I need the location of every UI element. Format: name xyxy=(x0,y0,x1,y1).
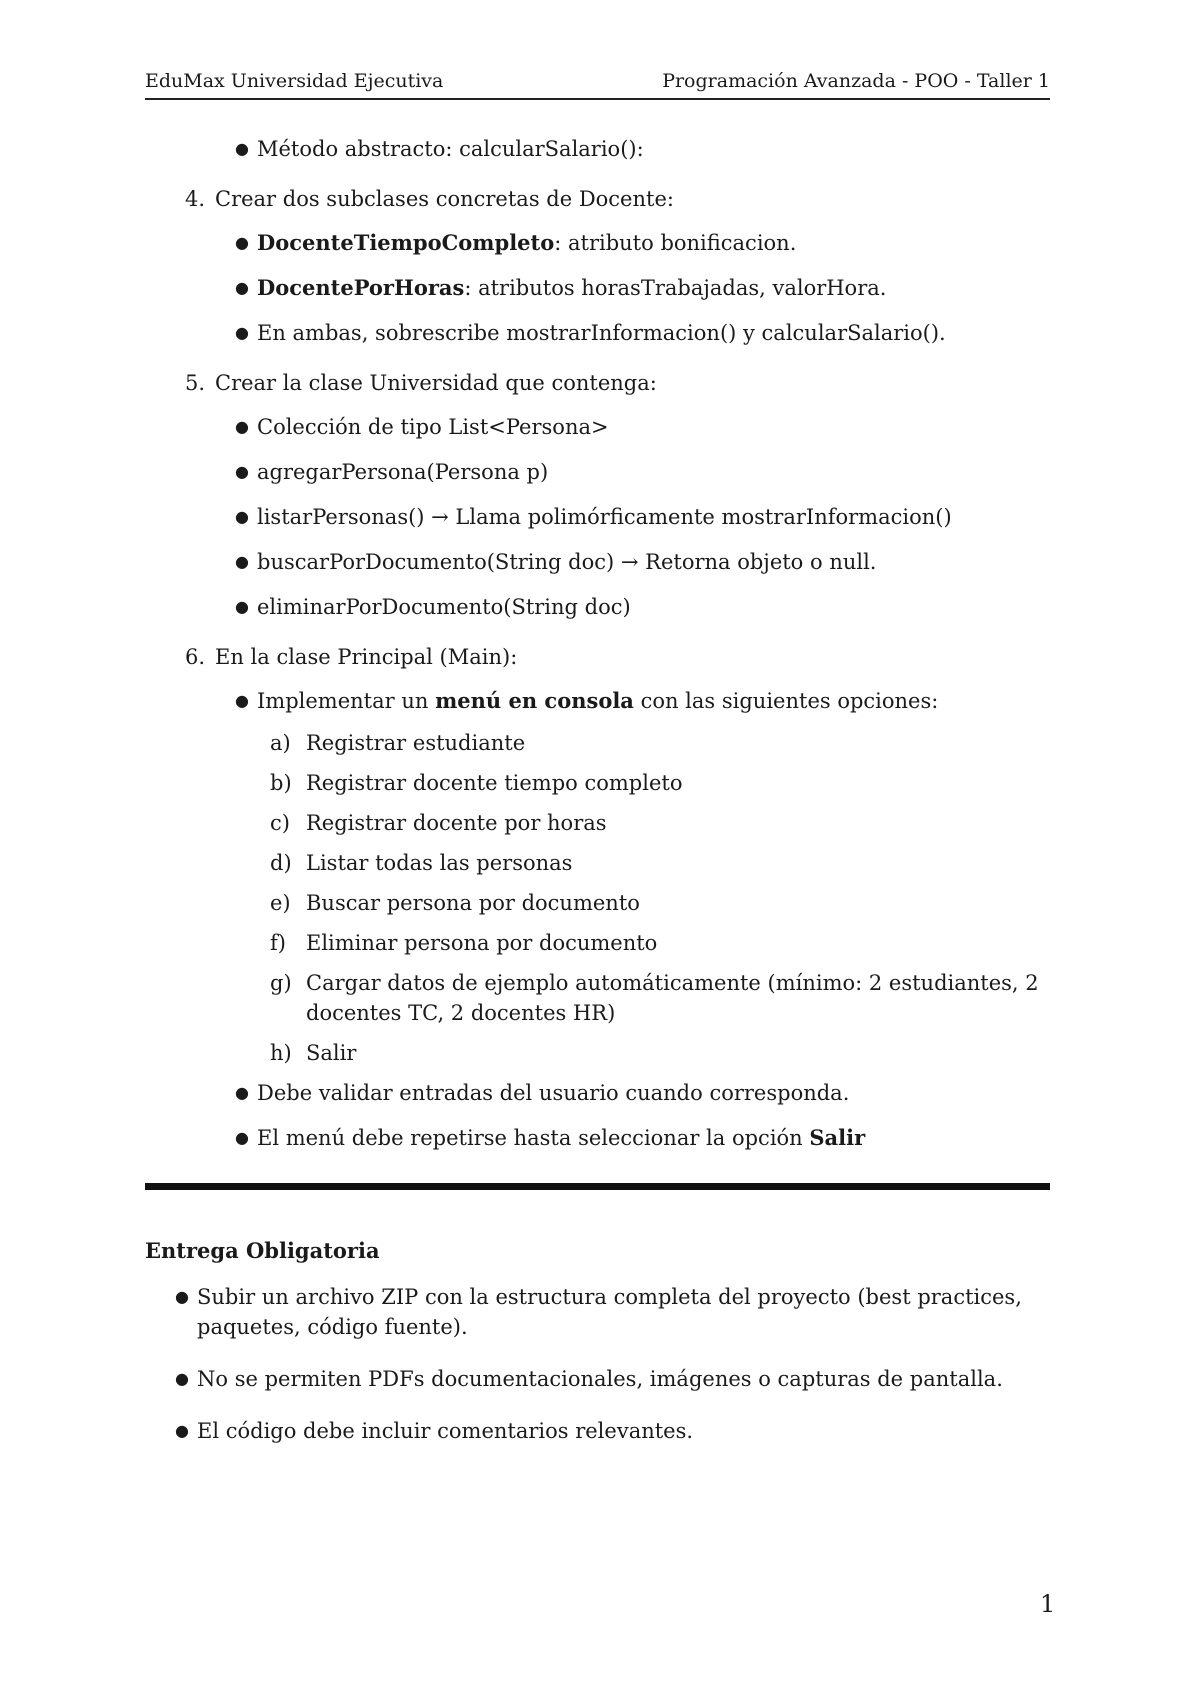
page-header xyxy=(145,70,1050,100)
header-left: EduMax Universidad Ejecutiva xyxy=(145,70,444,92)
header-right: Programación Avanzada - POO - Taller 1 xyxy=(662,70,1050,92)
document-page xyxy=(145,70,1050,1468)
bullet-icon: ● xyxy=(175,1369,189,1388)
list-item: ● El menú debe repetirse hasta seleccionar la opción Salir xyxy=(235,1123,1050,1153)
list-item: ● buscarPorDocumento(String doc) → Retorna objeto o null. xyxy=(235,547,1050,577)
list-item: ● listarPersonas() → Llama polimórficamente mostrarInformacion() xyxy=(235,502,1050,532)
menu-option: g) Cargar datos de ejemplo automáticamente (mínimo: 2 estudiantes, 2 docentes TC, 2 docentes HR) xyxy=(270,971,1039,1025)
menu-option: h) Salir xyxy=(270,1041,357,1065)
list-item: ● Debe validar entradas del usuario cuando corresponda. xyxy=(235,1078,1050,1108)
deliverables-title: Entrega Obligatoria xyxy=(145,1238,380,1263)
bullet-icon: ● xyxy=(235,462,249,481)
list-item: ● Colección de tipo List<Persona> xyxy=(235,412,1050,442)
document-content xyxy=(145,134,1050,1446)
bullet-icon: ● xyxy=(235,139,249,158)
section-divider xyxy=(145,1183,1050,1190)
section-6-heading: 6. En la clase Principal (Main): xyxy=(185,645,518,669)
menu-option: d) Listar todas las personas xyxy=(270,851,573,875)
list-item: ● El código debe incluir comentarios relevantes. xyxy=(175,1416,1050,1446)
bullet-icon: ● xyxy=(235,1083,249,1102)
bullet-icon: ● xyxy=(235,323,249,342)
menu-option: e) Buscar persona por documento xyxy=(270,891,640,915)
bullet-icon: ● xyxy=(235,507,249,526)
page-number: 1 xyxy=(1040,1590,1056,1618)
bullet-icon: ● xyxy=(235,278,249,297)
menu-option: b) Registrar docente tiempo completo xyxy=(270,771,683,795)
list-item: ● agregarPersona(Persona p) xyxy=(235,457,1050,487)
menu-option: c) Registrar docente por horas xyxy=(270,811,607,835)
bullet-icon: ● xyxy=(235,691,249,710)
list-item: ● No se permiten PDFs documentacionales, imágenes o capturas de pantalla. xyxy=(175,1364,1050,1394)
section-5-heading: 5. Crear la clase Universidad que contenga: xyxy=(185,371,657,395)
bullet-icon: ● xyxy=(235,1128,249,1147)
bullet-icon: ● xyxy=(235,233,249,252)
list-item: ● En ambas, sobrescribe mostrarInformacion() y calcularSalario(). xyxy=(235,318,1050,348)
menu-option: a) Registrar estudiante xyxy=(270,731,526,755)
bullet-icon: ● xyxy=(235,552,249,571)
list-item: ● Implementar un menú en consola con las siguientes opciones: xyxy=(235,686,1050,716)
bullet-icon: ● xyxy=(235,417,249,436)
list-item: ● DocenteTiempoCompleto: atributo bonificacion. xyxy=(235,228,1050,258)
bullet-icon: ● xyxy=(175,1421,189,1440)
list-item: ● Método abstracto: calcularSalario(): xyxy=(235,134,1050,164)
list-item: ● eliminarPorDocumento(String doc) xyxy=(235,592,1050,622)
bullet-icon: ● xyxy=(235,597,249,616)
list-item: ● DocentePorHoras: atributos horasTrabajadas, valorHora. xyxy=(235,273,1050,303)
bullet-icon: ● xyxy=(175,1287,189,1306)
list-item: ● Subir un archivo ZIP con la estructura completa del proyecto (best practices, paquetes, código fuente). xyxy=(175,1282,1050,1342)
menu-option: f) Eliminar persona por documento xyxy=(270,931,658,955)
section-4-heading: 4. Crear dos subclases concretas de Docente: xyxy=(185,187,674,211)
menu-options-list xyxy=(270,728,1050,1068)
